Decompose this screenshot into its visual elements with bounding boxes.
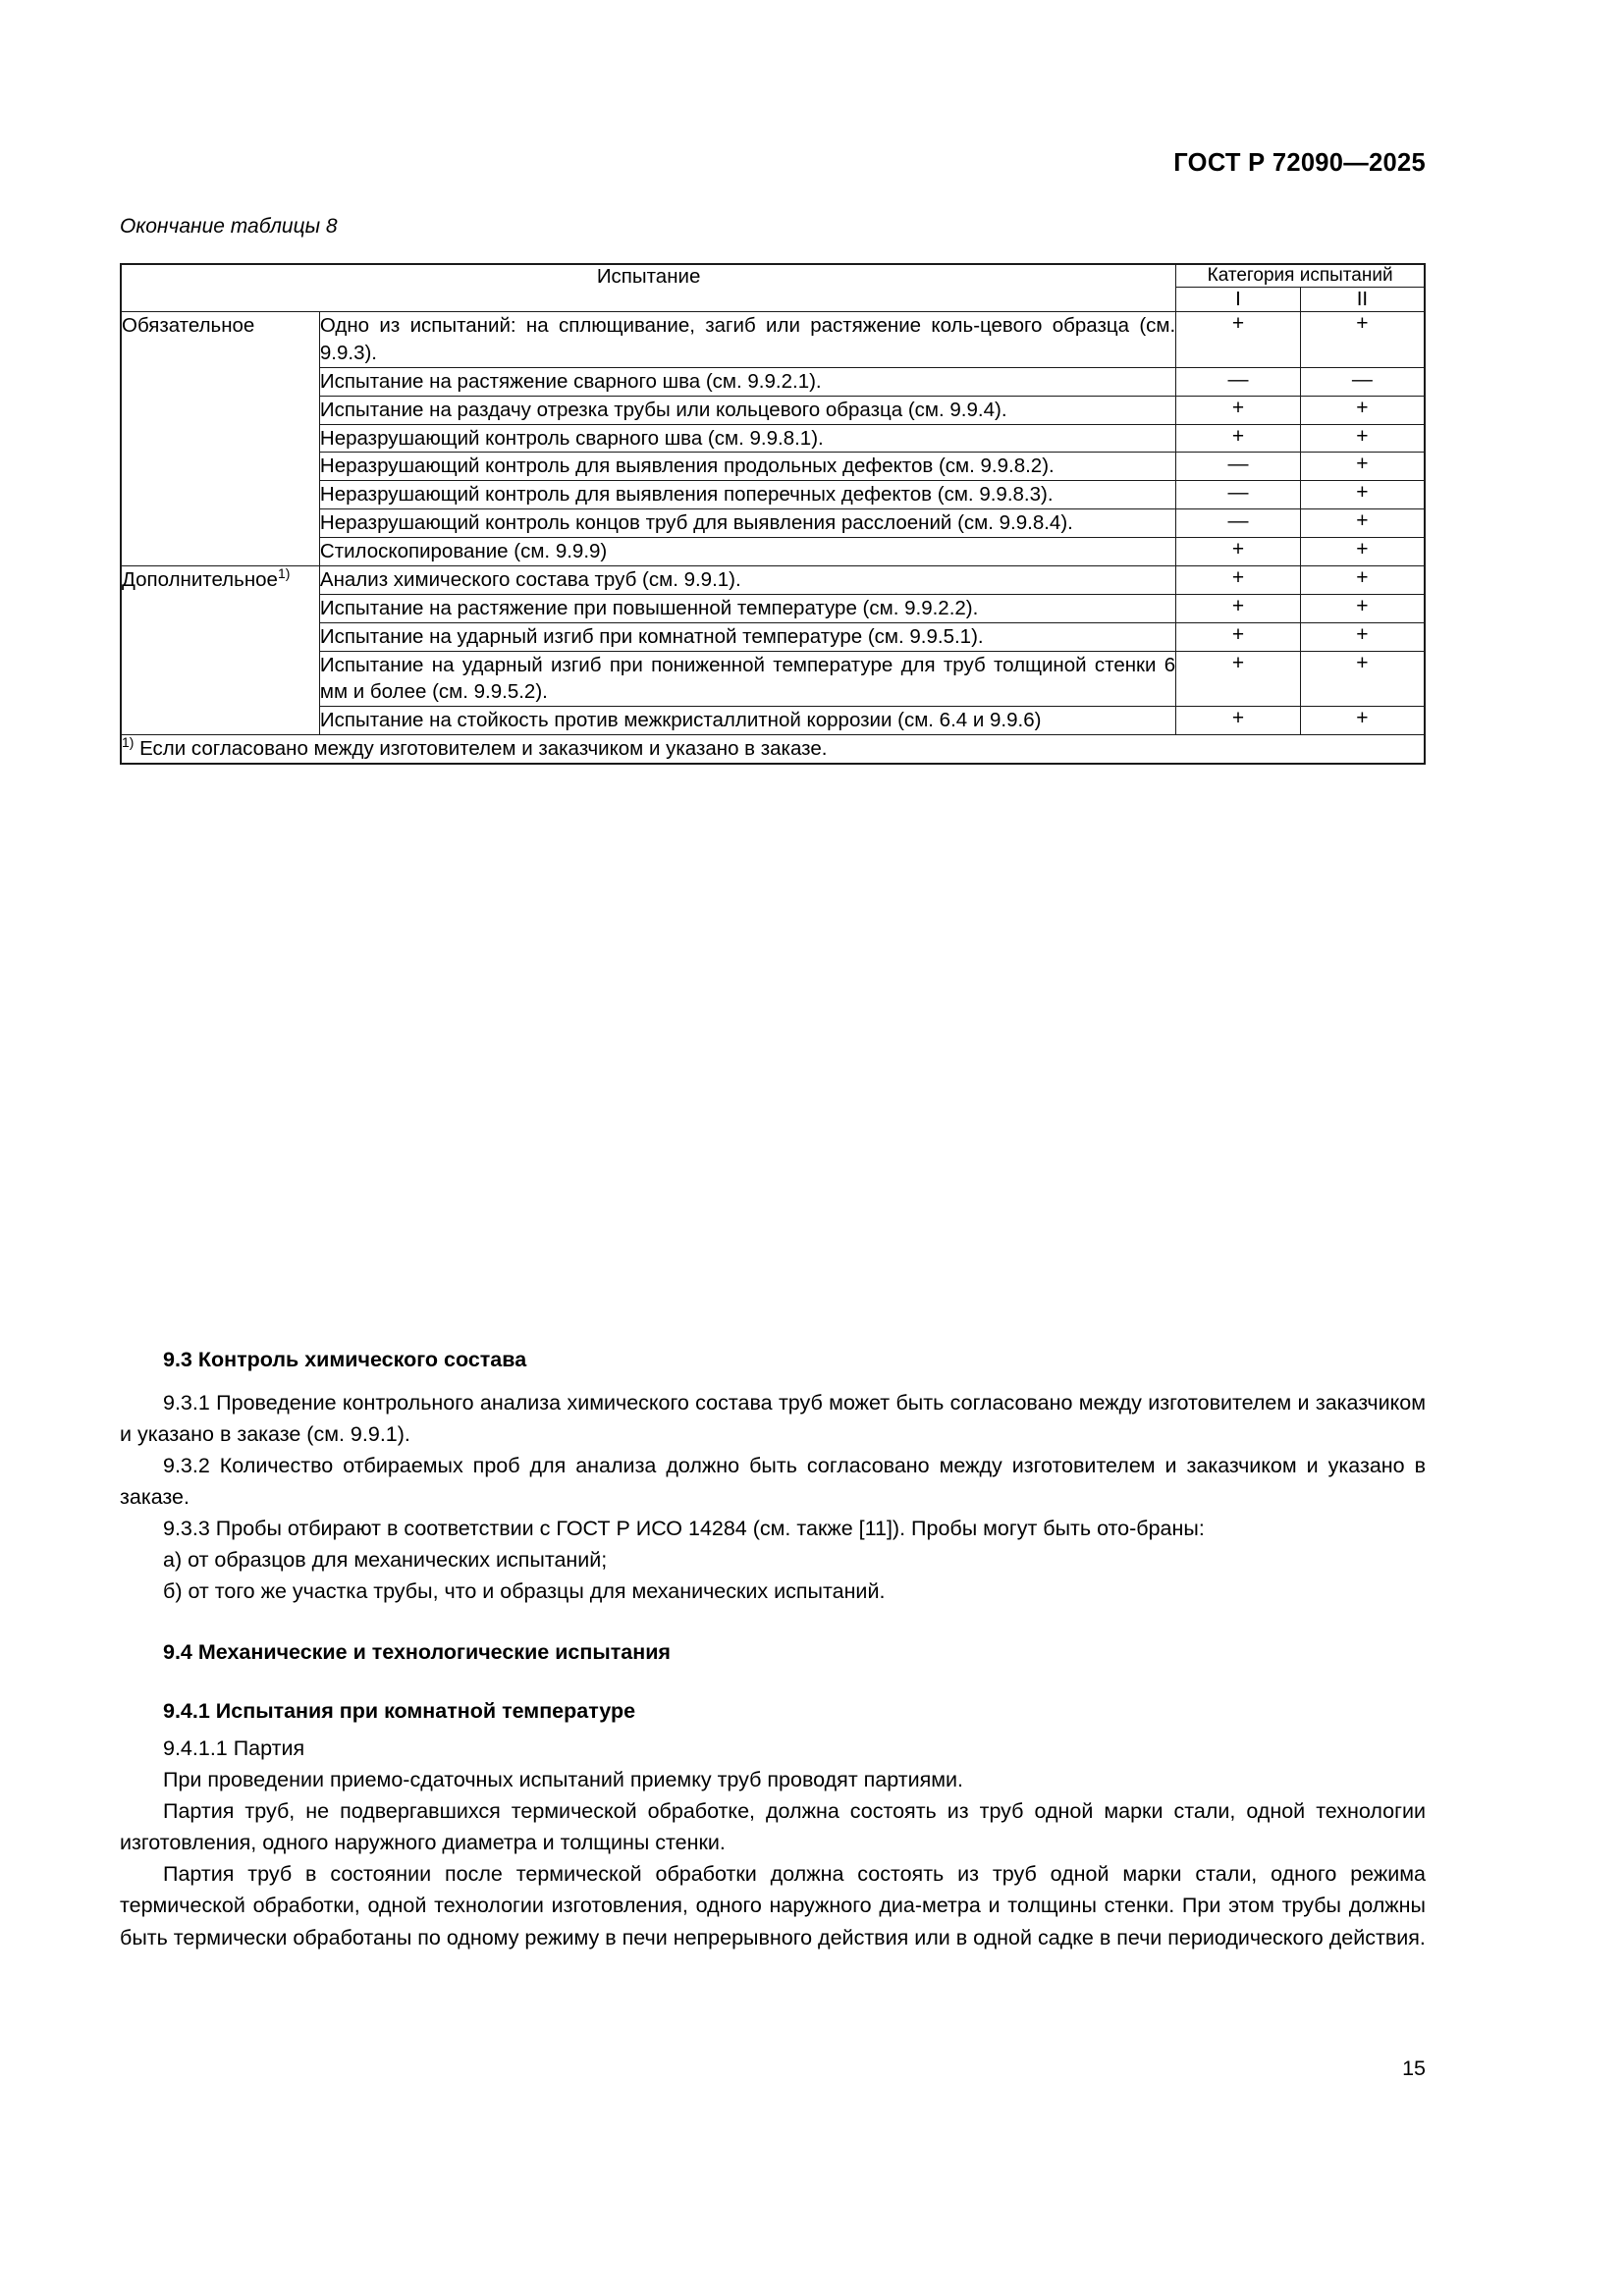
category-2-mark: + <box>1300 481 1425 509</box>
category-1-mark: + <box>1176 594 1301 622</box>
category-2-mark: + <box>1300 651 1425 707</box>
category-1-mark: + <box>1176 312 1301 368</box>
category-1-mark: + <box>1176 538 1301 566</box>
list-item-b: б) от того же участка трубы, что и образцы для механических испытаний. <box>163 1579 886 1604</box>
header-cell-category-2: II <box>1300 288 1425 312</box>
test-description: Испытание на растяжение сварного шва (см. 9.9.2.1). <box>319 367 1175 396</box>
table-body <box>121 312 1425 764</box>
group-footnote-marker: 1) <box>277 565 291 582</box>
table-header-row-1 <box>121 264 1425 288</box>
category-2-mark: + <box>1300 565 1425 594</box>
header-cell-test: Испытание <box>121 264 1176 312</box>
test-description: Одно из испытаний: на сплющивание, загиб или растяжение коль-цевого образца (см. 9.9.3). <box>319 312 1175 368</box>
test-description: Неразрушающий контроль сварного шва (см. 9.9.8.1). <box>319 424 1175 453</box>
test-description: Анализ химического состава труб (см. 9.9.1). <box>319 565 1175 594</box>
category-1-mark: + <box>1176 651 1301 707</box>
running-header-standard-id: ГОСТ Р 72090—2025 <box>1173 149 1426 177</box>
paragraph-9-4-1-1-p3: Партия труб в состоянии после термической обработки должна состоять из труб одной марки стали, одного режима термической обработки, одной технологии изготовления, одного наружного диа-метра и толщины стенки. При этом трубы должны быть термически обработаны по одному режиму в печи непрерывного действия или в одной садке в печи периодического действия. <box>120 1862 1426 1949</box>
paragraph-9-4-1-1-p1: При проведении приемо-сдаточных испытаний приемку труб проводят партиями. <box>163 1768 963 1792</box>
test-description: Испытание на ударный изгиб при комнатной температуре (см. 9.9.5.1). <box>319 622 1175 651</box>
category-1-mark: + <box>1176 622 1301 651</box>
test-description: Неразрушающий контроль для выявления продольных дефектов (см. 9.9.8.2). <box>319 453 1175 481</box>
group-label-additional: Дополнительное <box>122 567 278 591</box>
paragraph-9-4-1-1-p2: Партия труб, не подвергавшихся термической обработке, должна состоять из труб одной марки стали, одной технологии изготовления, одного наружного диаметра и толщины стенки. <box>120 1799 1426 1855</box>
table-row <box>121 312 1425 368</box>
paragraph-9-3-1: 9.3.1 Проведение контрольного анализа химического состава труб может быть согласовано между изготовителем и заказчиком и указано в заказе (см. 9.9.1). <box>120 1391 1426 1447</box>
category-1-mark: — <box>1176 509 1301 538</box>
table-footnote <box>121 735 1425 764</box>
table-8-continued <box>120 263 1426 765</box>
category-2-mark: + <box>1300 396 1425 424</box>
table-header <box>121 264 1425 312</box>
requirements-table <box>120 263 1426 765</box>
header-cell-category-1: I <box>1176 288 1301 312</box>
heading-9-4-1-1: 9.4.1.1 Партия <box>163 1736 305 1761</box>
category-2-mark: + <box>1300 424 1425 453</box>
heading-9-4: 9.4 Механические и технологические испытания <box>163 1640 671 1665</box>
body-text <box>120 1344 1426 1953</box>
category-2-mark: + <box>1300 312 1425 368</box>
category-2-mark: + <box>1300 707 1425 735</box>
table-row <box>121 565 1425 594</box>
table-footnote-row <box>121 735 1425 764</box>
test-description: Неразрушающий контроль для выявления поперечных дефектов (см. 9.9.8.3). <box>319 481 1175 509</box>
category-1-mark: + <box>1176 396 1301 424</box>
category-1-mark: — <box>1176 367 1301 396</box>
test-description: Стилоскопирование (см. 9.9.9) <box>319 538 1175 566</box>
footnote-text: Если согласовано между изготовителем и заказчиком и указано в заказе. <box>139 737 828 761</box>
test-description: Испытание на ударный изгиб при пониженной температуре для труб толщиной стенки 6 мм и более (см. 9.9.5.2). <box>319 651 1175 707</box>
paragraph-9-3-2: 9.3.2 Количество отбираемых проб для анализа должно быть согласовано между изготовителем и заказчиком и указано в заказе. <box>120 1454 1426 1510</box>
heading-9-3: 9.3 Контроль химического состава <box>163 1348 527 1371</box>
test-description: Испытание на растяжение при повышенной температуре (см. 9.9.2.2). <box>319 594 1175 622</box>
heading-9-4-1: 9.4.1 Испытания при комнатной температуре <box>163 1699 636 1724</box>
category-1-mark: — <box>1176 453 1301 481</box>
category-1-mark: + <box>1176 707 1301 735</box>
category-2-mark: + <box>1300 453 1425 481</box>
category-2-mark: — <box>1300 367 1425 396</box>
category-2-mark: + <box>1300 622 1425 651</box>
test-description: Испытание на раздачу отрезка трубы или кольцевого образца (см. 9.9.4). <box>319 396 1175 424</box>
test-description: Неразрушающий контроль концов труб для выявления расслоений (см. 9.9.8.4). <box>319 509 1175 538</box>
paragraph-9-3-3: 9.3.3 Пробы отбирают в соответствии с ГОСТ Р ИСО 14284 (см. также [11]). Пробы могут быть ото-браны: <box>163 1517 1205 1541</box>
page-number: 15 <box>1402 2056 1426 2080</box>
table-caption: Окончание таблицы 8 <box>120 215 338 238</box>
category-2-mark: + <box>1300 509 1425 538</box>
group-cell-additional <box>121 565 319 734</box>
category-2-mark: + <box>1300 594 1425 622</box>
category-1-mark: + <box>1176 565 1301 594</box>
category-1-mark: — <box>1176 481 1301 509</box>
test-description: Испытание на стойкость против межкристаллитной коррозии (см. 6.4 и 9.9.6) <box>319 707 1175 735</box>
list-item-a: а) от образцов для механических испытаний; <box>163 1548 608 1573</box>
header-cell-category-group: Категория испытаний <box>1176 264 1425 288</box>
category-2-mark: + <box>1300 538 1425 566</box>
group-cell-mandatory: Обязательное <box>121 312 319 566</box>
category-1-mark: + <box>1176 424 1301 453</box>
footnote-marker: 1) <box>122 734 135 751</box>
